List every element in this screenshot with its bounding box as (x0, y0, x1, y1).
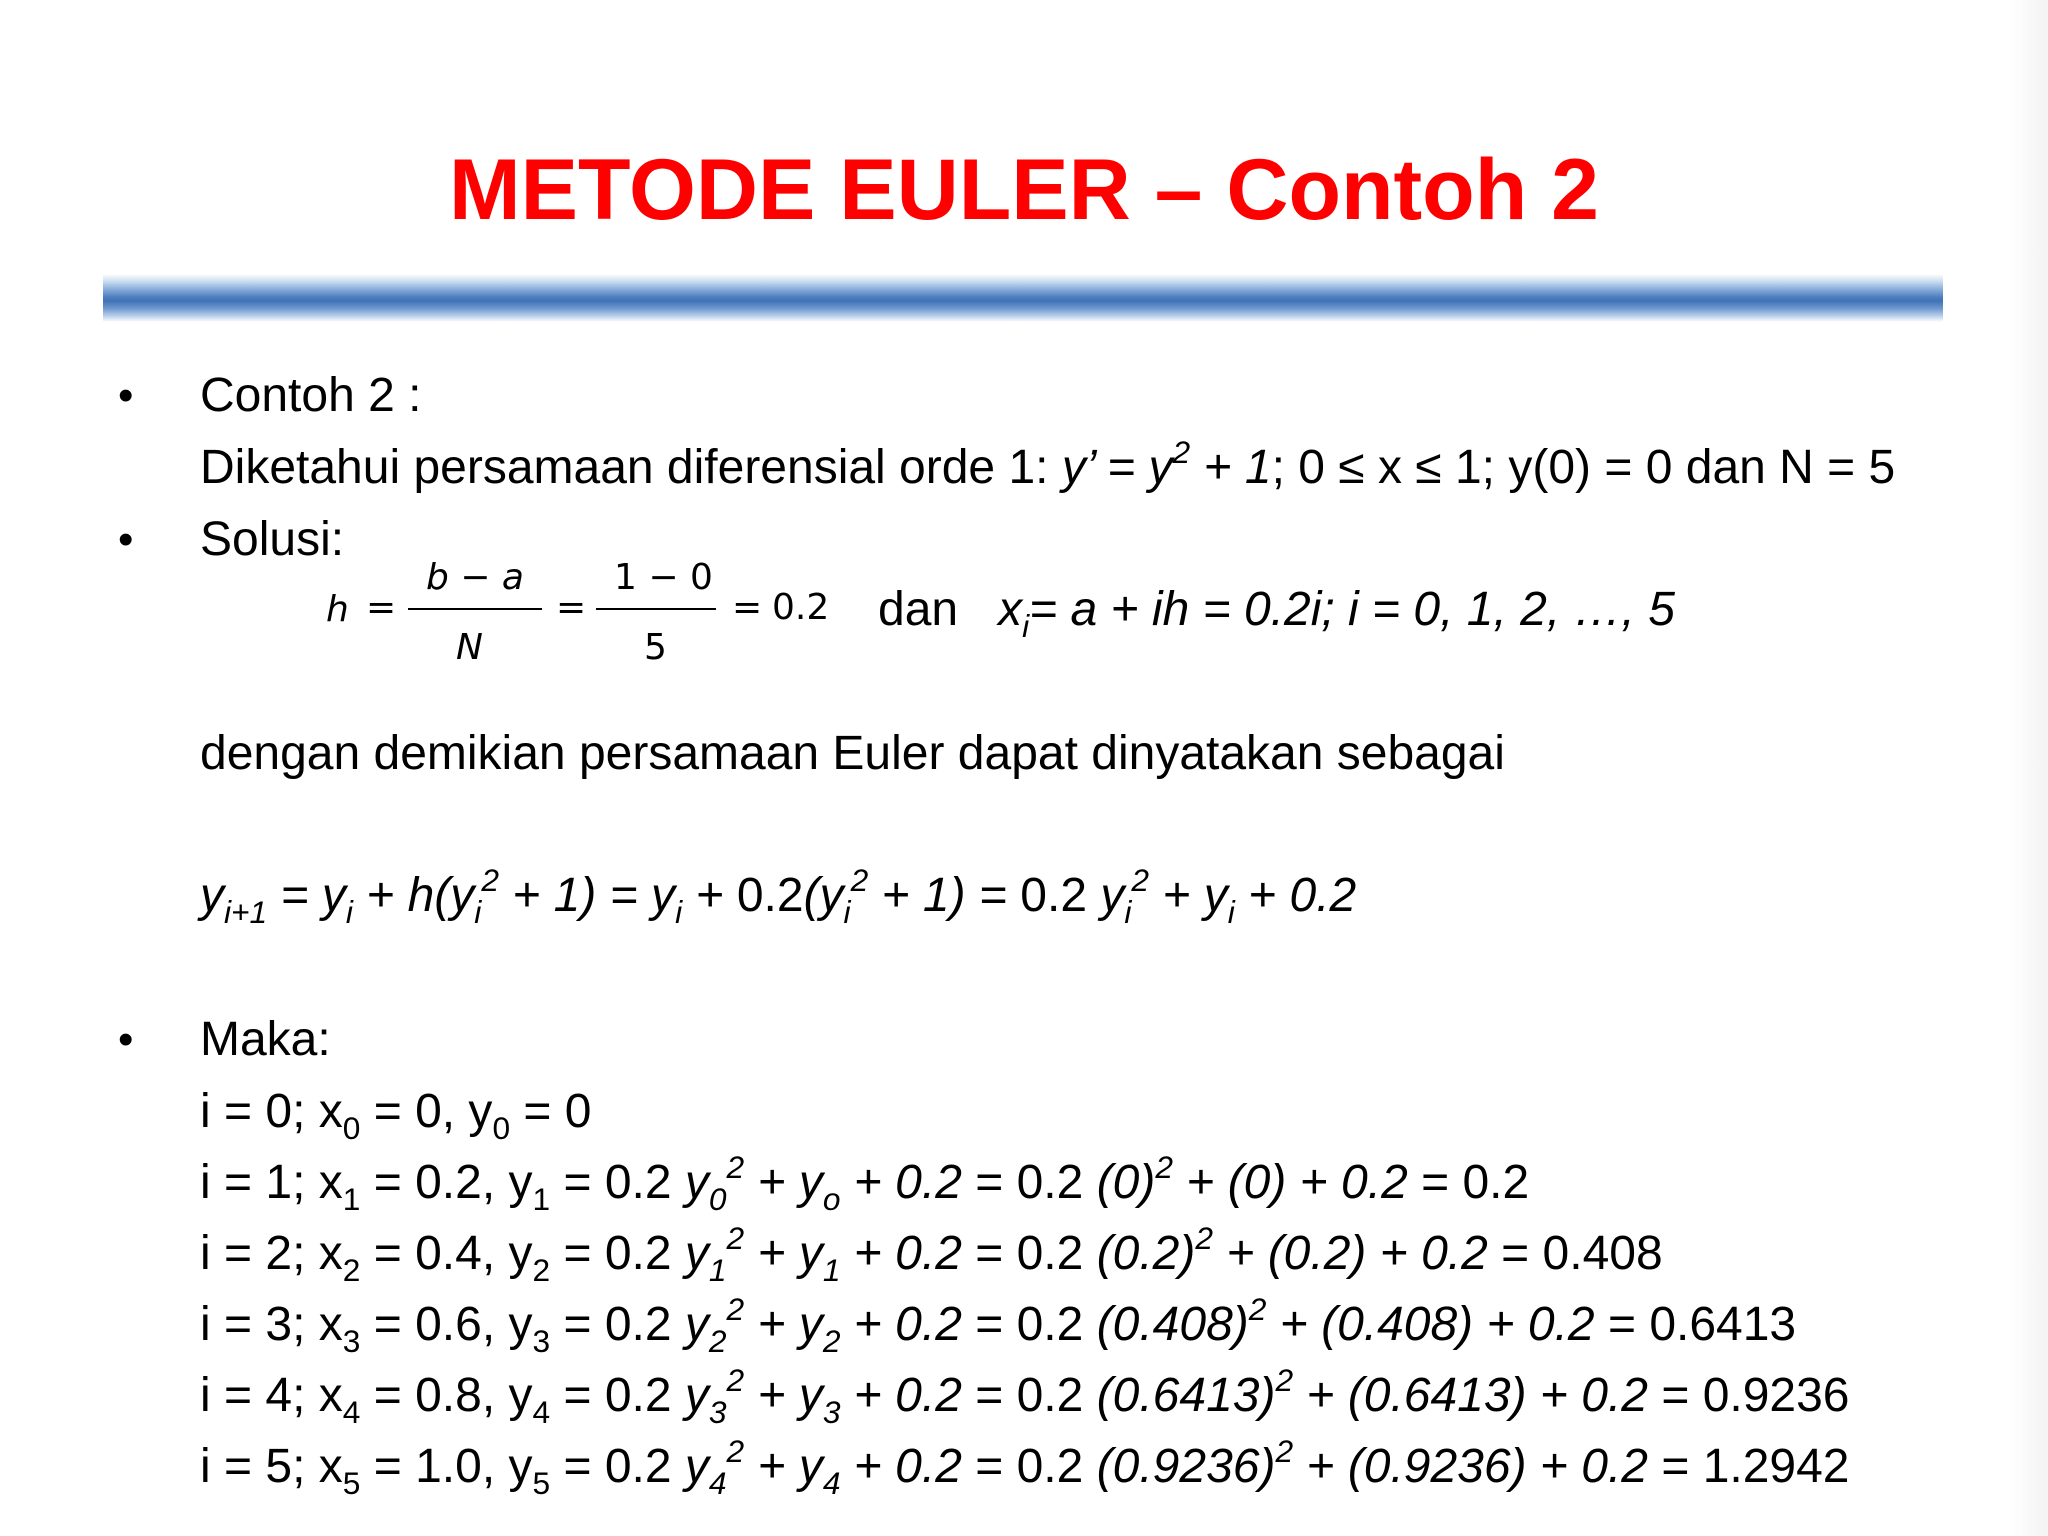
title-divider-bar (103, 274, 1943, 322)
row4-i: 4 (265, 1369, 293, 1422)
row2-val: (0.2) (1096, 1227, 1196, 1280)
row1-x: 0.2 (415, 1156, 482, 1209)
eq-sup: 2 (1172, 433, 1191, 470)
xi-expression: = a + ih = 0.2i; i = 0, 1, 2, …, 5 (1029, 583, 1675, 636)
problem-conditions: ; 0 ≤ x ≤ 1; y(0) = 0 dan N = 5 (1271, 441, 1896, 494)
row5-result: 1.2942 (1702, 1440, 1850, 1493)
y0-sub: 0 (492, 1110, 511, 1147)
row3-val: (0.408) (1096, 1298, 1249, 1351)
row4-val: (0.6413) (1096, 1369, 1276, 1422)
frac1-bar (408, 608, 542, 610)
iteration-row-0: i = 0; $x_0 = 0$, $y_0 = 0$ (200, 1085, 592, 1147)
row4-result: 0.9236 (1702, 1369, 1850, 1422)
bullet-maka: • (118, 1015, 134, 1064)
xi-definition (878, 580, 1675, 645)
iteration-row-2: i = 2; $x_2 = 0.4$, $y_2 = 0.2$ $y_1^2 + y_1 + 0.2 = 0.2$ $(0.2)^2 + (0.2) + 0.2 = 0.408$ (200, 1219, 1663, 1289)
bullet-solusi: • (118, 515, 134, 564)
row3-i: 3 (265, 1298, 293, 1351)
row1-val-b: (0) (1227, 1156, 1287, 1209)
eq-rest: + 1 (1190, 441, 1272, 494)
row3-result: 0.6413 (1649, 1298, 1797, 1351)
row2-val-b: (0.2) (1267, 1227, 1367, 1280)
row1-i: 1 (265, 1156, 293, 1209)
contoh-heading: Contoh 2 : (200, 369, 422, 422)
problem-statement (200, 433, 1896, 498)
row1-result: 0.2 (1462, 1156, 1530, 1209)
frac2-numerator: 1 − 0 (614, 557, 713, 598)
h-symbol: h (326, 589, 349, 630)
eq-sign-3: = (732, 587, 763, 628)
x0-sub: 0 (342, 1110, 361, 1147)
slide-title: METODE EULER – Contoh 2 (449, 142, 1599, 238)
xi-symbol: $x_i$ (998, 583, 1030, 645)
iteration-row-4: i = 4; $x_4 = 0.8$, $y_4 = 0.2$ $y_3^2 + y_3 + 0.2 = 0.2$ $(0.6413)^2 + (0.6413) + 0.2 = 0.9236$ (200, 1361, 1850, 1431)
frac2-denominator: 5 (644, 627, 667, 668)
row5-x: 1.0 (415, 1440, 482, 1493)
row4-val-b: (0.6413) (1347, 1369, 1527, 1422)
maka-heading: Maka: (200, 1013, 331, 1066)
problem-prefix: Diketahui persamaan diferensial orde 1: (200, 441, 1062, 494)
frac2-bar (596, 608, 716, 610)
eq-lhs: y’ = y (1061, 441, 1173, 494)
solusi-heading: Solusi: (200, 513, 345, 566)
row5-val-b: (0.9236) (1347, 1440, 1527, 1493)
euler-equation: $y_{i+1} = y_i + h(y_i^2 + 1) = y_i + 0.2(y_i^2 + 1) = 0.2$ $y_i^2 + y_i + 0.2$ (200, 861, 1357, 931)
eq-sign-1: = (366, 587, 397, 628)
row2-result: 0.408 (1542, 1227, 1663, 1280)
row2-i: 2 (265, 1227, 293, 1280)
row5-i: 5 (265, 1440, 293, 1493)
eq-sign-2: = (556, 587, 587, 628)
h-value: 0.2 (772, 587, 830, 628)
iteration-row-3: i = 3; $x_3 = 0.6$, $y_3 = 0.2$ $y_2^2 + y_2 + 0.2 = 0.2$ $(0.408)^2 + (0.408) + 0.2 = 0.6413$ (200, 1290, 1797, 1360)
row1-val: (0) (1096, 1156, 1156, 1209)
row5-val: (0.9236) (1096, 1440, 1276, 1493)
bullet-contoh: • (118, 371, 134, 420)
frac1-numerator: b − a (426, 557, 524, 598)
row4-x: 0.8 (415, 1369, 482, 1422)
iteration-row-5: i = 5; $x_5 = 1.0$, $y_5 = 0.2$ $y_4^2 + y_4 + 0.2 = 0.2$ $(0.9236)^2 + (0.9236) + 0.2 = 1.2942$ (200, 1432, 1850, 1502)
dan-word: dan (878, 583, 959, 636)
row3-val-b: (0.408) (1321, 1298, 1474, 1351)
frac1-denominator: N (456, 627, 483, 668)
iteration-row-1: i = 1; $x_1 = 0.2$, $y_1 = 0.2$ $y_0^2 + y_o + 0.2 = 0.2$ $(0)^2 + (0) + 0.2 = 0.2$ (200, 1148, 1530, 1218)
euler-sentence: dengan demikian persamaan Euler dapat dinyatakan sebagai (200, 727, 1505, 780)
row3-x: 0.6 (415, 1298, 482, 1351)
problem-equation (1061, 433, 1272, 494)
row2-x: 0.4 (415, 1227, 482, 1280)
